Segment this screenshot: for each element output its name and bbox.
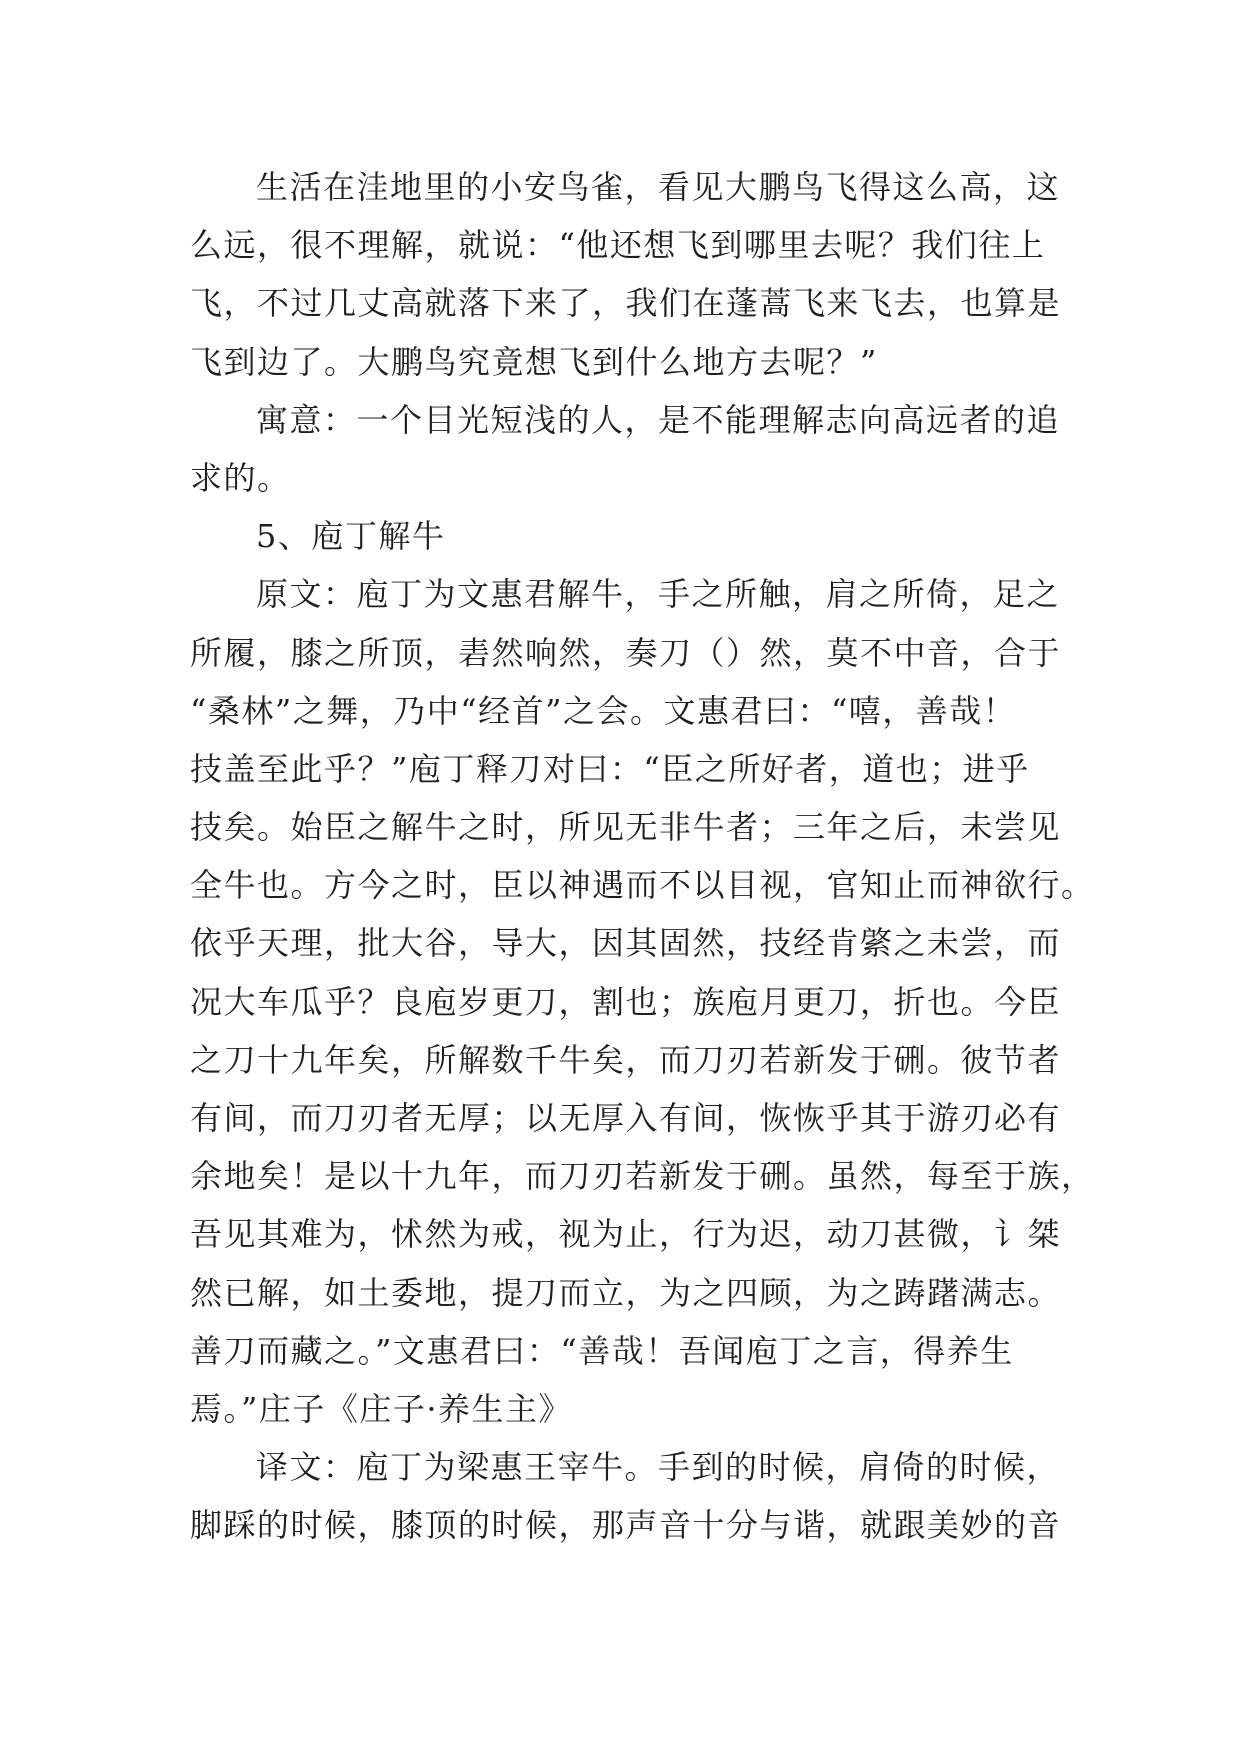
text-line: 技矣。始臣之解牛之时，所见无非牛者；三年之后，未尝见 <box>190 808 1062 847</box>
text-line: 全牛也。方今之时，臣以神遇而不以目视，官知止而神欲行。 <box>190 866 1095 905</box>
translation-line: 译文：庖丁为梁惠王宰牛。手到的时候，肩倚的时候， <box>256 1448 1061 1487</box>
text-line: 有间，而刀刃者无厚；以无厚入有间，恢恢乎其于游刃必有 <box>190 1099 1062 1137</box>
moral-line: 寓意：一个目光短浅的人，是不能理解志向高远者的追 <box>256 400 1061 439</box>
text-line: 之刀十九年矣，所解数千牛矣，而刀刃若新发于硎。彼节者 <box>190 1040 1062 1079</box>
text-line: 善刀而藏之。”文惠君曰：“善哉！吾闻庖丁之言，得养生 <box>190 1331 1014 1370</box>
text-line: 飞到边了。大鹏鸟究竟想飞到什么地方去呢？” <box>190 342 878 381</box>
text-line: 所履，膝之所顶，砉然响然，奏刀（）然，莫不中音，合于 <box>190 633 1062 672</box>
text-line: 依乎天理，批大谷，导大，因其固然，技经肯綮之未尝，而 <box>190 924 1062 963</box>
text-line: 求的。 <box>190 458 291 497</box>
source-citation-line: 焉。”庄子《庄子·养生主》 <box>190 1389 573 1428</box>
text-line: 飞，不过几丈高就落下来了，我们在蓬蒿飞来飞去，也算是 <box>190 284 1062 323</box>
text-line: 余地矣！是以十九年，而刀刃若新发于硎。虽然，每至于族， <box>190 1157 1095 1196</box>
text-line: 生活在洼地里的小安鸟雀，看见大鹏鸟飞得这么高，这 <box>256 168 1061 206</box>
text-line: 然已解，如土委地，提刀而立，为之四顾，为之踌躇满志。 <box>190 1273 1062 1312</box>
text-line: 么远，很不理解，就说：“他还想飞到哪里去呢？我们往上 <box>190 226 1046 265</box>
text-line: “桑林”之舞，乃中“经首”之会。文惠君曰：“嘻，善哉！ <box>190 691 1017 730</box>
text-line: 况大车瓜乎？良庖岁更刀，割也；族庖月更刀，折也。今臣 <box>190 982 1062 1021</box>
document-body <box>190 158 1095 1555</box>
text-line: 技盖至此乎？”庖丁释刀对曰：“臣之所好者，道也；进乎 <box>190 749 1030 788</box>
original-text-line: 原文：庖丁为文惠君解牛，手之所触，肩之所倚，足之 <box>256 575 1061 614</box>
section-heading: 5、庖丁解牛 <box>256 517 446 556</box>
text-line: 吾见其难为，怵然为戒，视为止，行为迟，动刀甚微，讠桀 <box>190 1215 1062 1254</box>
text-line: 脚踩的时候，膝顶的时候，那声音十分与谐，就跟美妙的音 <box>190 1506 1062 1545</box>
